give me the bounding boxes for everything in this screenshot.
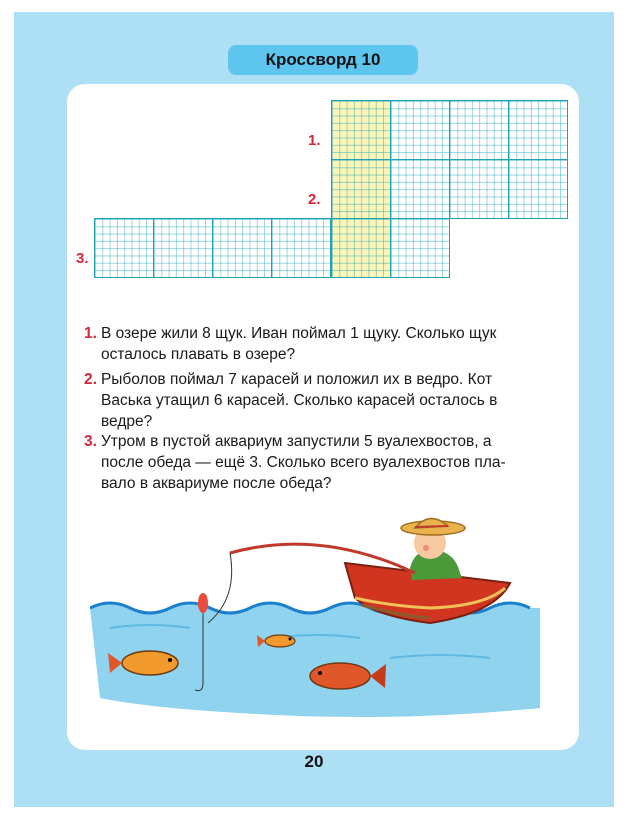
task-text-line: Рыболов поймал 7 карасей и положил их в ведро. Кот [100, 371, 493, 388]
task-text-line: после обеда — ещё 3. Сколько всего вуалехвостов пла- [101, 454, 506, 471]
crossword-cell-highlighted[interactable] [331, 100, 391, 160]
task-text-line: В озере жили 8 щук. Иван поймал 1 щуку. Сколько щук [100, 325, 497, 342]
task-text-line: осталось плавать в озере? [101, 346, 296, 363]
task-number: 1. [84, 325, 97, 342]
task-2 [84, 369, 564, 432]
task-text-line: ведре? [101, 413, 153, 430]
task-3 [84, 431, 564, 494]
task-number: 2. [84, 371, 97, 388]
crossword-cell[interactable] [508, 100, 568, 160]
task-text-line: Утром в пустой аквариум запустили 5 вуалехвостов, а [100, 433, 492, 450]
fishing-illustration [90, 508, 540, 743]
crossword-cell[interactable] [390, 100, 450, 160]
task-1 [84, 323, 564, 365]
crossword-cell[interactable] [153, 218, 213, 278]
task-text-line: вало в аквариуме после обеда? [101, 475, 332, 492]
crossword-cell[interactable] [94, 218, 154, 278]
crossword-cell[interactable] [212, 218, 272, 278]
crossword-cell[interactable] [449, 100, 509, 160]
crossword-row-number: 3. [76, 250, 89, 267]
crossword-cell-highlighted[interactable] [331, 159, 391, 219]
crossword-row-number: 1. [308, 132, 321, 149]
crossword-cell[interactable] [390, 218, 450, 278]
crossword-cell[interactable] [271, 218, 331, 278]
crossword-cell[interactable] [449, 159, 509, 219]
crossword-cell[interactable] [390, 159, 450, 219]
page-title: Кроссворд 10 [228, 45, 418, 75]
float [198, 593, 208, 613]
crossword-cell[interactable] [508, 159, 568, 219]
task-number: 3. [84, 433, 97, 450]
crossword-row-number: 2. [308, 191, 321, 208]
task-text-line: Васька утащил 6 карасей. Сколько карасей осталось в [101, 392, 498, 409]
crossword-cell-highlighted[interactable] [331, 218, 391, 278]
page-number: 20 [304, 752, 324, 771]
